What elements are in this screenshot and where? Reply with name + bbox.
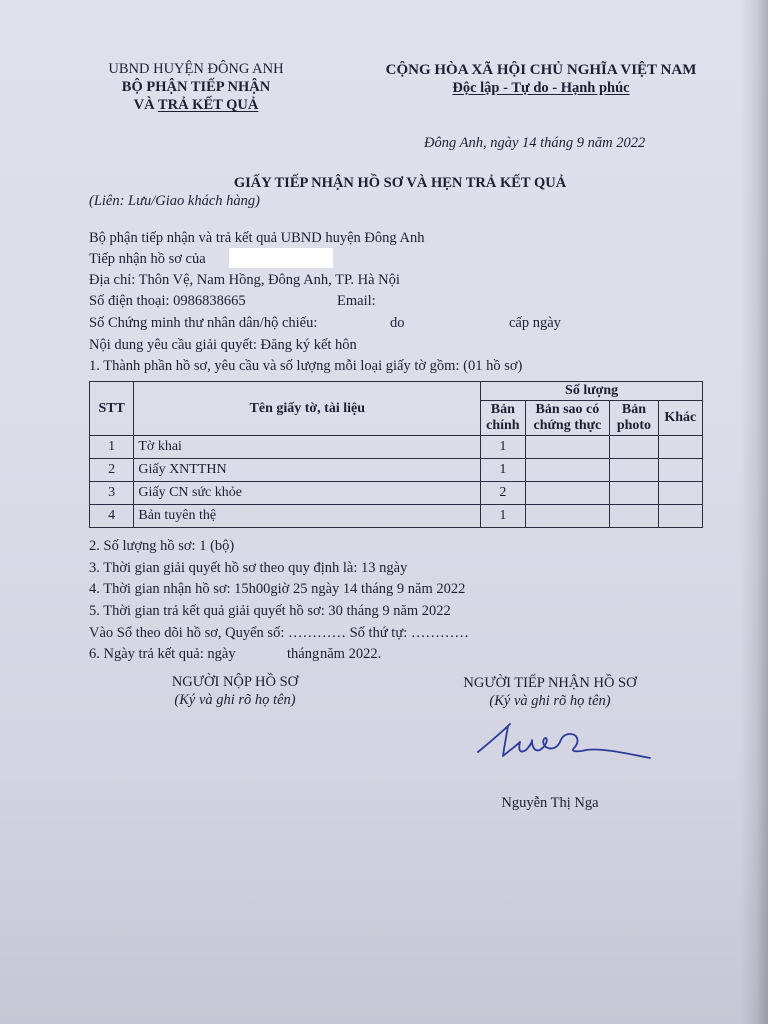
row-name: Giấy XNTTHN — [134, 459, 481, 482]
col-copy-header-l2: chứng thực — [533, 418, 602, 433]
table-row — [90, 436, 703, 459]
document-title: GIẤY TIẾP NHẬN HỒ SƠ VÀ HẸN TRẢ KẾT QUẢ — [233, 175, 567, 191]
header-motto: Độc lập - Tự do - Hạnh phúc — [452, 80, 630, 96]
row-copy — [525, 505, 610, 528]
submitter-title: NGƯỜI NỘP HỒ SƠ — [171, 674, 299, 690]
row-other — [658, 436, 702, 459]
count-line: 2. Số lượng hồ sơ: 1 (bộ) — [89, 538, 235, 554]
request-line: Nội dung yêu cầu giải quyết: Đăng ký kết hôn — [89, 337, 357, 353]
paper-shadow-edge — [740, 0, 768, 1024]
table-row — [90, 482, 703, 505]
col-photo-header — [610, 401, 658, 436]
col-photo-header-l2: photo — [616, 418, 652, 433]
receiver-name: Nguyễn Thị Nga — [501, 795, 599, 811]
dept-line: Bộ phận tiếp nhận và trả kết quả UBND huyện Đông Anh — [89, 230, 425, 246]
header-left-line3-underlined: TRẢ KẾT QUẢ — [157, 97, 259, 113]
row-other — [658, 482, 702, 505]
document-subtitle: (Liên: Lưu/Giao khách hàng) — [89, 193, 261, 209]
col-stt-header: STT — [90, 382, 134, 436]
header-right-line1: CỘNG HÒA XÃ HỘI CHỦ NGHĨA VIỆT NAM — [385, 62, 697, 78]
email-label: Email: — [337, 293, 376, 309]
components-line: 1. Thành phần hồ sơ, yêu cầu và số lượng mỗi loại giấy tờ gồm: (01 hồ sơ) — [89, 358, 523, 374]
row-stt: 2 — [90, 459, 134, 482]
row-photo — [610, 459, 658, 482]
id-issue-date-label: cấp ngày — [509, 315, 561, 331]
row-photo — [610, 505, 658, 528]
table-row — [90, 505, 703, 528]
handwritten-signature — [470, 712, 670, 772]
id-card-line: Số Chứng minh thư nhân dân/hộ chiếu: — [89, 315, 318, 331]
row-name: Tờ khai — [134, 436, 481, 459]
header-left-line3 — [86, 96, 306, 114]
col-original-header — [481, 401, 525, 436]
row-name: Giấy CN sức khỏe — [134, 482, 481, 505]
row-stt: 3 — [90, 482, 134, 505]
address-line: Địa chỉ: Thôn Vệ, Nam Hồng, Đông Anh, TP. Hà Nội — [89, 272, 400, 288]
header-left-line2: BỘ PHẬN TIẾP NHẬN — [121, 79, 271, 95]
col-quantity-header: Số lượng — [481, 382, 703, 401]
row-other — [658, 459, 702, 482]
col-other-header: Khác — [658, 401, 702, 436]
received-time-line: 4. Thời gian nhận hồ sơ: 15h00giờ 25 ngày 14 tháng 9 năm 2022 — [89, 581, 466, 597]
col-photo-header-l1: Bản — [621, 402, 646, 417]
header-right-line2 — [366, 79, 716, 97]
phone-line: Số điện thoại: 0986838665 — [89, 293, 246, 309]
receiver-note: (Ký và ghi rõ họ tên) — [489, 693, 611, 709]
row-other — [658, 505, 702, 528]
col-original-header-l1: Bản — [490, 402, 515, 417]
return-time-line: 5. Thời gian trả kết quả giải quyết hồ sơ: 30 tháng 9 năm 2022 — [89, 603, 451, 619]
ledger-line: Vào Sổ theo dõi hồ sơ, Quyển số: ………… Số thứ tự: ………… — [89, 625, 469, 641]
row-photo — [610, 436, 658, 459]
header-left-line3-prefix: VÀ — [133, 97, 158, 113]
col-name-header: Tên giấy tờ, tài liệu — [134, 382, 481, 436]
header-left-line1: UBND HUYỆN ĐÔNG ANH — [108, 61, 284, 77]
col-copy-header — [525, 401, 610, 436]
row-stt: 4 — [90, 505, 134, 528]
col-copy-header-l1: Bản sao có — [535, 402, 600, 417]
return-date-line-a: 6. Ngày trả kết quả: ngày — [89, 646, 236, 662]
row-original: 2 — [481, 482, 525, 505]
received-from-line: Tiếp nhận hồ sơ của — [89, 251, 206, 267]
row-stt: 1 — [90, 436, 134, 459]
row-name: Bản tuyên thệ — [134, 505, 481, 528]
row-photo — [610, 482, 658, 505]
row-original: 1 — [481, 459, 525, 482]
date-line: Đông Anh, ngày 14 tháng 9 năm 2022 — [424, 135, 646, 151]
documents-table — [89, 381, 703, 528]
row-copy — [525, 436, 610, 459]
return-date-line-c: năm 2022. — [320, 646, 382, 662]
receiver-title: NGƯỜI TIẾP NHẬN HỒ SƠ — [463, 675, 637, 691]
table-row — [90, 459, 703, 482]
row-copy — [525, 482, 610, 505]
submitter-note: (Ký và ghi rõ họ tên) — [174, 692, 296, 708]
id-issued-by-label: do — [390, 315, 405, 331]
duration-line: 3. Thời gian giải quyết hồ sơ theo quy định là: 13 ngày — [89, 560, 408, 576]
row-copy — [525, 459, 610, 482]
redacted-name — [229, 248, 333, 268]
return-date-line-b: tháng — [287, 646, 320, 662]
row-original: 1 — [481, 436, 525, 459]
col-original-header-l2: chính — [486, 418, 520, 433]
row-original: 1 — [481, 505, 525, 528]
